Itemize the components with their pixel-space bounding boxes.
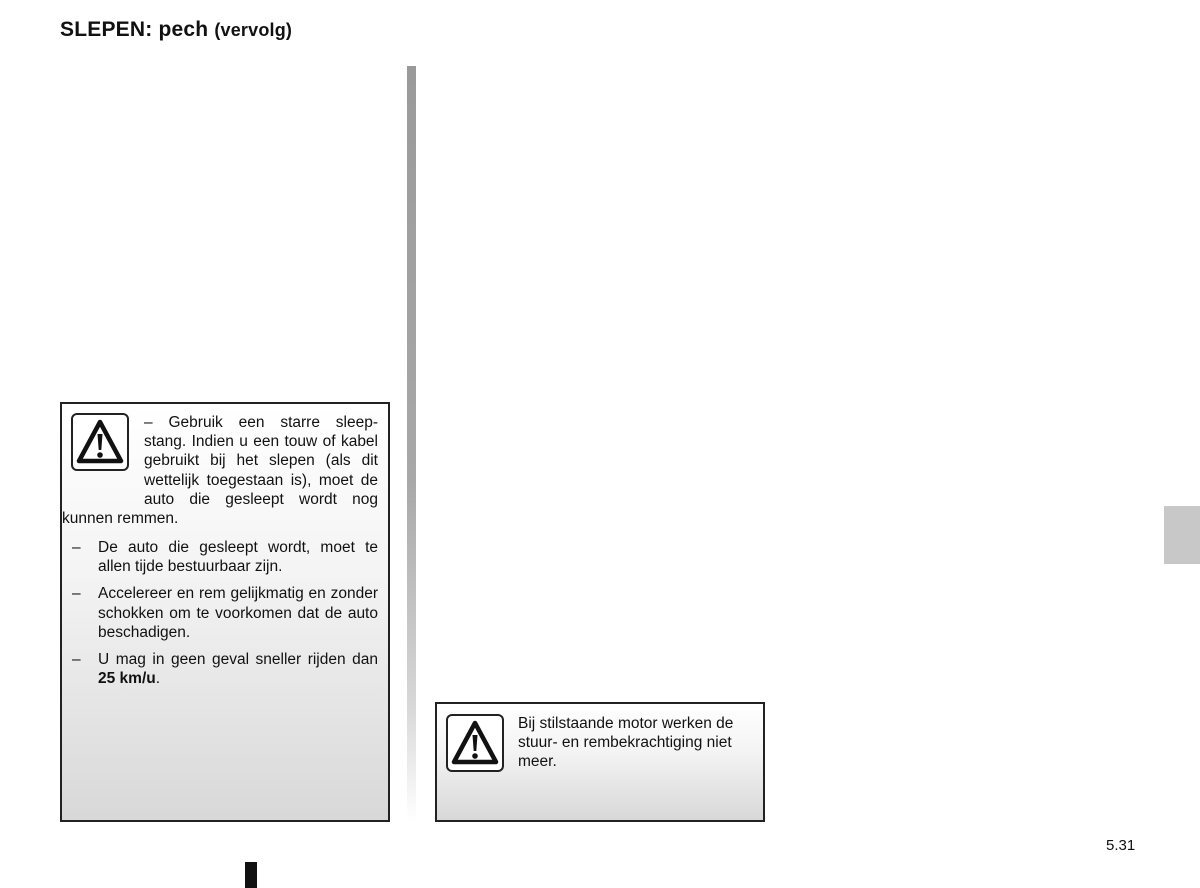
page-title-main: SLEPEN: pech	[60, 18, 209, 41]
list-dash: –	[72, 585, 81, 603]
list-item	[72, 584, 378, 642]
list-item	[72, 650, 378, 688]
warning-box-engine-off	[435, 702, 765, 822]
warning-list	[72, 538, 378, 696]
speed-limit-value: 25 km/u	[98, 670, 156, 688]
list-item-text: De auto die gesleept wordt, moet te allen tijde bestuurbaar zijn.	[98, 539, 378, 576]
list-item-text: Accelereer en rem gelijkmatig en zonder schokken om te voorkomen dat de auto beschadigen.	[98, 585, 378, 641]
page-number: 5.31	[1106, 837, 1136, 854]
warning-intro-paragraph	[62, 413, 378, 528]
intro-text: Gebruik een starre sleep- stang. Indien u een touw of kabel gebruikt bij het slepen (als dit wettelijk toegestaan is), moet de auto die gesleept wordt nog kunnen remmen.	[62, 414, 379, 528]
list-item	[72, 538, 378, 576]
list-item-end: .	[155, 670, 161, 688]
section-tab-marker	[1164, 506, 1200, 564]
list-item-text: U mag in geen geval sneller rijden dan	[98, 651, 378, 669]
footer-marker	[245, 862, 257, 888]
warning-triangle-icon	[446, 714, 504, 772]
page-title	[60, 18, 292, 42]
page-title-sub: (vervolg)	[214, 20, 293, 40]
intro-dash: –	[144, 414, 153, 431]
warning-box-towing	[60, 402, 390, 822]
warning-engine-off-text: Bij stilstaande motor werken de stuur- en rembekrachtiging niet meer.	[518, 715, 734, 771]
list-dash: –	[72, 651, 81, 669]
list-dash: –	[72, 539, 81, 556]
column-divider-bar	[407, 66, 416, 821]
